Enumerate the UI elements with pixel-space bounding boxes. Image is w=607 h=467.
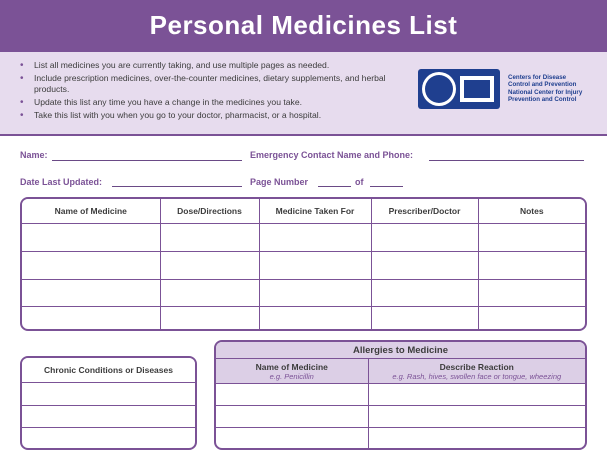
- table-row: [22, 405, 195, 427]
- page-number-label: Page Number: [250, 177, 309, 187]
- table-cell[interactable]: [478, 306, 585, 329]
- header-bar: [0, 0, 607, 52]
- table-cell[interactable]: [22, 279, 160, 306]
- hhs-logo-icon: [418, 69, 500, 109]
- table-cell[interactable]: [371, 306, 478, 329]
- page-of-label: of: [355, 177, 364, 187]
- table-row: [22, 251, 585, 279]
- date-updated-label: Date Last Updated:: [20, 177, 103, 187]
- table-cell[interactable]: [478, 251, 585, 279]
- name-label: Name:: [20, 150, 48, 160]
- col-describe-reaction: Describe Reaction e.g. Rash, hives, swollen face or tongue, wheezing: [368, 359, 585, 383]
- table-cell[interactable]: [478, 279, 585, 306]
- table-cell[interactable]: [22, 306, 160, 329]
- table-cell[interactable]: [478, 223, 585, 251]
- table-cell[interactable]: [216, 383, 368, 405]
- name-input[interactable]: [52, 160, 242, 161]
- table-row: [216, 383, 585, 405]
- medicines-table: [20, 197, 587, 331]
- col-dose-directions: Dose/Directions: [160, 199, 259, 223]
- instructions-panel: [0, 52, 607, 136]
- col-medicine-taken-for: Medicine Taken For: [259, 199, 371, 223]
- page-number-input[interactable]: [318, 186, 351, 187]
- allergies-title: Allergies to Medicine: [216, 342, 585, 359]
- instruction-item: • Include prescription medicines, over-the-counter medicines, dietary supplements, and herbal products.: [20, 73, 390, 95]
- instruction-item: • Update this list any time you have a change in the medicines you take.: [20, 97, 390, 108]
- table-cell[interactable]: [22, 382, 195, 405]
- allergies-table: [214, 340, 587, 450]
- table-row: [22, 279, 585, 306]
- table-cell[interactable]: [371, 251, 478, 279]
- page-title: Personal Medicines List: [149, 10, 458, 40]
- table-cell[interactable]: [368, 405, 585, 427]
- col-chronic-conditions: Chronic Conditions or Diseases: [22, 358, 195, 382]
- table-cell[interactable]: [22, 427, 195, 448]
- table-cell[interactable]: [259, 279, 371, 306]
- table-cell[interactable]: [22, 223, 160, 251]
- table-cell[interactable]: [371, 223, 478, 251]
- col-allergy-medicine: Name of Medicine e.g. Penicillin: [216, 359, 368, 383]
- table-cell[interactable]: [22, 251, 160, 279]
- table-cell[interactable]: [371, 279, 478, 306]
- col-notes: Notes: [478, 199, 585, 223]
- table-row: [22, 382, 195, 405]
- example-text: e.g. Penicillin: [269, 371, 314, 381]
- table-cell[interactable]: [259, 251, 371, 279]
- agency-name: Centers for Disease Control and Prevention National Center for Injury Prevention and Control: [508, 74, 583, 104]
- table-cell[interactable]: [216, 427, 368, 448]
- example-text: e.g. Rash, hives, swollen face or tongue, wheezing: [392, 371, 562, 381]
- table-cell[interactable]: [259, 306, 371, 329]
- table-cell[interactable]: [160, 306, 259, 329]
- emergency-contact-input[interactable]: [429, 160, 584, 161]
- table-cell[interactable]: [216, 405, 368, 427]
- instruction-item: • List all medicines you are currently taking, and use multiple pages as needed.: [20, 60, 390, 71]
- emergency-contact-label: Emergency Contact Name and Phone:: [250, 150, 414, 160]
- table-row: [22, 306, 585, 329]
- table-cell[interactable]: [259, 223, 371, 251]
- table-row: [22, 223, 585, 251]
- page-total-input[interactable]: [370, 186, 403, 187]
- table-row: [216, 427, 585, 448]
- date-updated-input[interactable]: [112, 186, 242, 187]
- table-row: [22, 427, 195, 448]
- instructions-list: [20, 60, 390, 123]
- conditions-table: [20, 356, 197, 450]
- col-name-of-medicine: Name of Medicine: [22, 199, 160, 223]
- table-row: [216, 405, 585, 427]
- table-cell[interactable]: [22, 405, 195, 427]
- table-cell[interactable]: [368, 383, 585, 405]
- table-cell[interactable]: [160, 279, 259, 306]
- instruction-item: • Take this list with you when you go to your doctor, pharmacist, or a hospital.: [20, 110, 390, 121]
- col-prescriber-doctor: Prescriber/Doctor: [371, 199, 478, 223]
- table-cell[interactable]: [160, 223, 259, 251]
- table-cell[interactable]: [160, 251, 259, 279]
- table-cell[interactable]: [368, 427, 585, 448]
